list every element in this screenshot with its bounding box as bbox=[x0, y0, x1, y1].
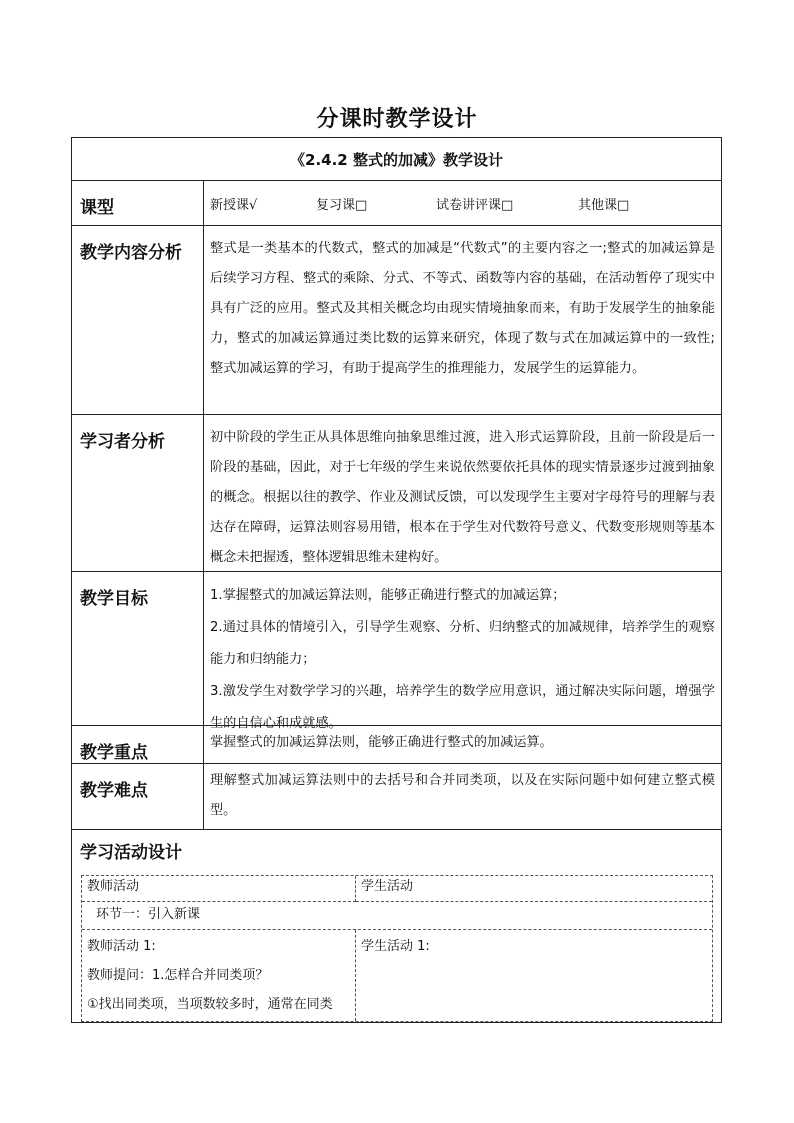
content-analysis-row bbox=[72, 226, 721, 415]
difficult-point-label: 教学难点 bbox=[72, 764, 204, 829]
key-point-label: 教学重点 bbox=[72, 726, 204, 763]
course-type-options bbox=[204, 181, 721, 221]
objective-item: 1.掌握整式的加减运算法则，能够正确进行整式的加减运算； bbox=[210, 588, 566, 603]
teacher-activity-label: 教师活动 1: bbox=[87, 939, 156, 954]
design-title-row bbox=[72, 138, 721, 181]
activity-title: 学习活动设计 bbox=[80, 843, 182, 863]
course-type-exam-review: 试卷讲评课□ bbox=[436, 198, 514, 213]
teacher-activity-cell bbox=[82, 930, 356, 1021]
teacher-header: 教师活动 bbox=[82, 876, 356, 902]
objective-item: 2.通过具体的情境引入，引导学生观察、分析、归纳整式的加减规律，培养学生的观察能力和归纳能力； bbox=[210, 620, 715, 667]
key-point-text: 掌握整式的加减运算法则，能够正确进行整式的加减运算。 bbox=[210, 735, 553, 750]
objectives-row bbox=[72, 572, 721, 731]
student-header: 学生活动 bbox=[356, 876, 712, 902]
learner-analysis-text: 初中阶段的学生正从具体思维向抽象思维过渡，进入形式运算阶段，且前一阶段是后一阶段的基础，因此，对于七年级的学生来说依然要依托具体的现实情景逐步过渡到抽象的概念。根据以往的教学、作业及测试反馈，可以发现学生主要对字母符号的理解与表达存在障碍，运算法则容易用错，根本在于学生对代数符号意义、代数变形规则等基本概念未把握透，整体逻辑思维未建构好。 bbox=[210, 430, 715, 565]
difficult-point-row bbox=[72, 764, 721, 830]
teacher-question: 教师提问：1.怎样合并同类项？ bbox=[87, 968, 269, 983]
objectives-label: 教学目标 bbox=[72, 572, 204, 725]
page-title: 分课时教学设计 bbox=[316, 107, 478, 132]
activity-table bbox=[81, 875, 713, 1022]
course-type-row bbox=[72, 181, 721, 226]
learner-analysis-row bbox=[72, 415, 721, 572]
key-point-row bbox=[72, 726, 721, 764]
student-activity-label: 学生活动 1: bbox=[361, 939, 430, 954]
course-type-review: 复习课□ bbox=[316, 198, 368, 213]
section-intro: 环节一：引入新课 bbox=[82, 902, 712, 930]
course-type-other: 其他课□ bbox=[578, 198, 630, 213]
course-type-label: 课型 bbox=[72, 181, 204, 225]
teacher-step: ①找出同类项，当项数较多时，通常在同类 bbox=[87, 997, 333, 1012]
course-type-new: 新授课√ bbox=[210, 198, 258, 213]
difficult-point-text: 理解整式加减运算法则中的去括号和合并同类项，以及在实际问题中如何建立整式模型。 bbox=[210, 773, 715, 818]
lesson-design-table bbox=[71, 137, 722, 1023]
student-activity-cell bbox=[356, 930, 712, 1021]
content-analysis-label: 教学内容分析 bbox=[72, 226, 204, 414]
design-title: 《2.4.2 整式的加减》教学设计 bbox=[290, 151, 503, 169]
objectives-list bbox=[204, 572, 721, 740]
objective-item: 3.激发学生对数学学习的兴趣，培养学生的数学应用意识，通过解决实际问题，增强学生的自信心和成就感。 bbox=[210, 684, 715, 731]
activity-title-row bbox=[72, 830, 721, 875]
content-analysis-text: 整式是一类基本的代数式，整式的加减是“代数式”的主要内容之一;整式的加减运算是后续学习方程、整式的乘除、分式、不等式、函数等内容的基础，在活动暂停了现实中具有广泛的应用。整式及其相关概念均由现实情境抽象而来，有助于发展学生的抽象能力，整式的加减运算通过类比数的运算来研究，体现了数与式在加减运算中的一致性;整式加减运算的学习，有助于提高学生的推理能力，发展学生的运算能力。 bbox=[210, 241, 715, 376]
learner-analysis-label: 学习者分析 bbox=[72, 415, 204, 571]
